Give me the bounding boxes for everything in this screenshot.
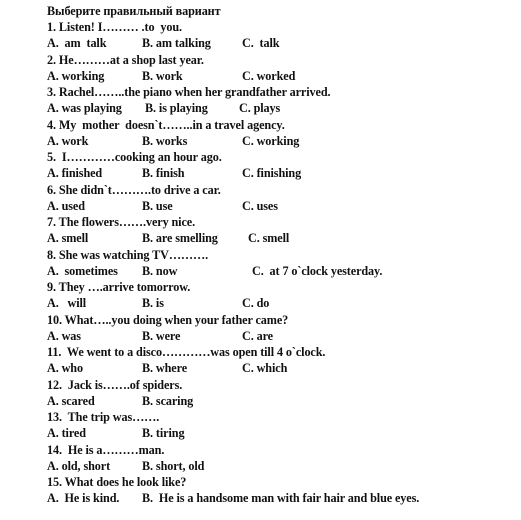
question-13-prompt: 13. The trip was……. xyxy=(47,410,160,424)
question-1-option-b: B. am talking xyxy=(142,36,211,51)
question-7-option-c: C. smell xyxy=(248,231,290,246)
question-7-option-a: A. smell xyxy=(47,231,89,246)
question-7-option-b: B. are smelling xyxy=(142,231,218,246)
worksheet-title: Выберите правильный вариант xyxy=(47,4,221,18)
question-15-prompt: 15. What does he look like? xyxy=(47,475,187,489)
question-11-prompt: 11. We went to a disco…………was open till 4 o`clock. xyxy=(47,345,326,359)
question-13-option-b: B. tiring xyxy=(142,426,185,441)
question-9-option-b: B. is xyxy=(142,296,164,311)
question-8-option-a: A. sometimes xyxy=(47,263,118,278)
question-10-option-a: A. was xyxy=(47,328,81,343)
question-6-option-a: A. used xyxy=(47,198,85,213)
question-15-option-b: B. He is a handsome man with fair hair and blue eyes. xyxy=(142,491,420,506)
question-5-option-a: A. finished xyxy=(47,166,103,181)
question-9-option-a: A. will xyxy=(47,296,87,311)
question-5-option-c: C. finishing xyxy=(242,166,302,181)
question-4-option-b: B. works xyxy=(142,133,188,148)
question-14-option-a: A. old, short xyxy=(47,458,111,473)
question-11-option-b: B. where xyxy=(142,361,188,376)
question-6-prompt: 6. She didn`t……….to drive a car. xyxy=(47,182,221,197)
question-13-option-a: A. tired xyxy=(47,426,86,441)
question-3-option-c: C. plays xyxy=(239,101,281,116)
question-5-option-b: B. finish xyxy=(142,166,185,181)
question-2-option-c: C. worked xyxy=(242,68,296,83)
question-12-option-a: A. scared xyxy=(47,393,95,408)
question-3-option-b: B. is playing xyxy=(145,101,208,116)
question-4-option-c: C. working xyxy=(242,133,300,148)
question-14-prompt: 14. He is a………man. xyxy=(47,442,165,457)
question-8-option-c: C. at 7 o`clock yesterday. xyxy=(252,263,383,278)
question-14-option-b: B. short, old xyxy=(142,458,205,473)
question-8-option-b: B. now xyxy=(142,263,178,278)
question-12-option-b: B. scaring xyxy=(142,393,194,408)
question-8-prompt: 8. She was watching TV………. xyxy=(47,247,209,262)
question-7-prompt: 7. The flowers…….very nice. xyxy=(47,215,196,229)
question-1-prompt: 1. Listen! I……… .to you. xyxy=(47,20,182,34)
question-1-option-a: A. am talk xyxy=(47,36,107,51)
question-1-option-c: C. talk xyxy=(242,36,280,51)
question-3-option-a: A. was playing xyxy=(47,101,122,116)
question-11-option-a: A. who xyxy=(47,361,83,376)
question-2-option-a: A. working xyxy=(47,68,105,83)
question-9-prompt: 9. They ….arrive tomorrow. xyxy=(47,280,191,294)
question-15-option-a: A. He is kind. xyxy=(47,491,120,506)
question-4-prompt: 4. My mother doesn`t……..in a travel agency. xyxy=(47,117,285,132)
question-2-prompt: 2. He………at a shop last year. xyxy=(47,52,204,67)
question-6-option-c: C. uses xyxy=(242,198,278,213)
question-6-option-b: B. use xyxy=(142,198,173,213)
question-12-prompt: 12. Jack is…….of spiders. xyxy=(47,377,183,392)
question-10-option-c: C. are xyxy=(242,328,273,343)
question-4-option-a: A. work xyxy=(47,133,89,148)
question-10-option-b: B. were xyxy=(142,328,181,343)
question-5-prompt: 5. I…………cooking an hour ago. xyxy=(47,150,222,164)
question-3-prompt: 3. Rachel……..the piano when her grandfather arrived. xyxy=(47,85,331,99)
question-2-option-b: B. work xyxy=(142,68,183,83)
question-9-option-c: C. do xyxy=(242,296,270,311)
question-10-prompt: 10. What…..you doing when your father came? xyxy=(47,312,289,327)
question-11-option-c: C. which xyxy=(242,361,288,376)
